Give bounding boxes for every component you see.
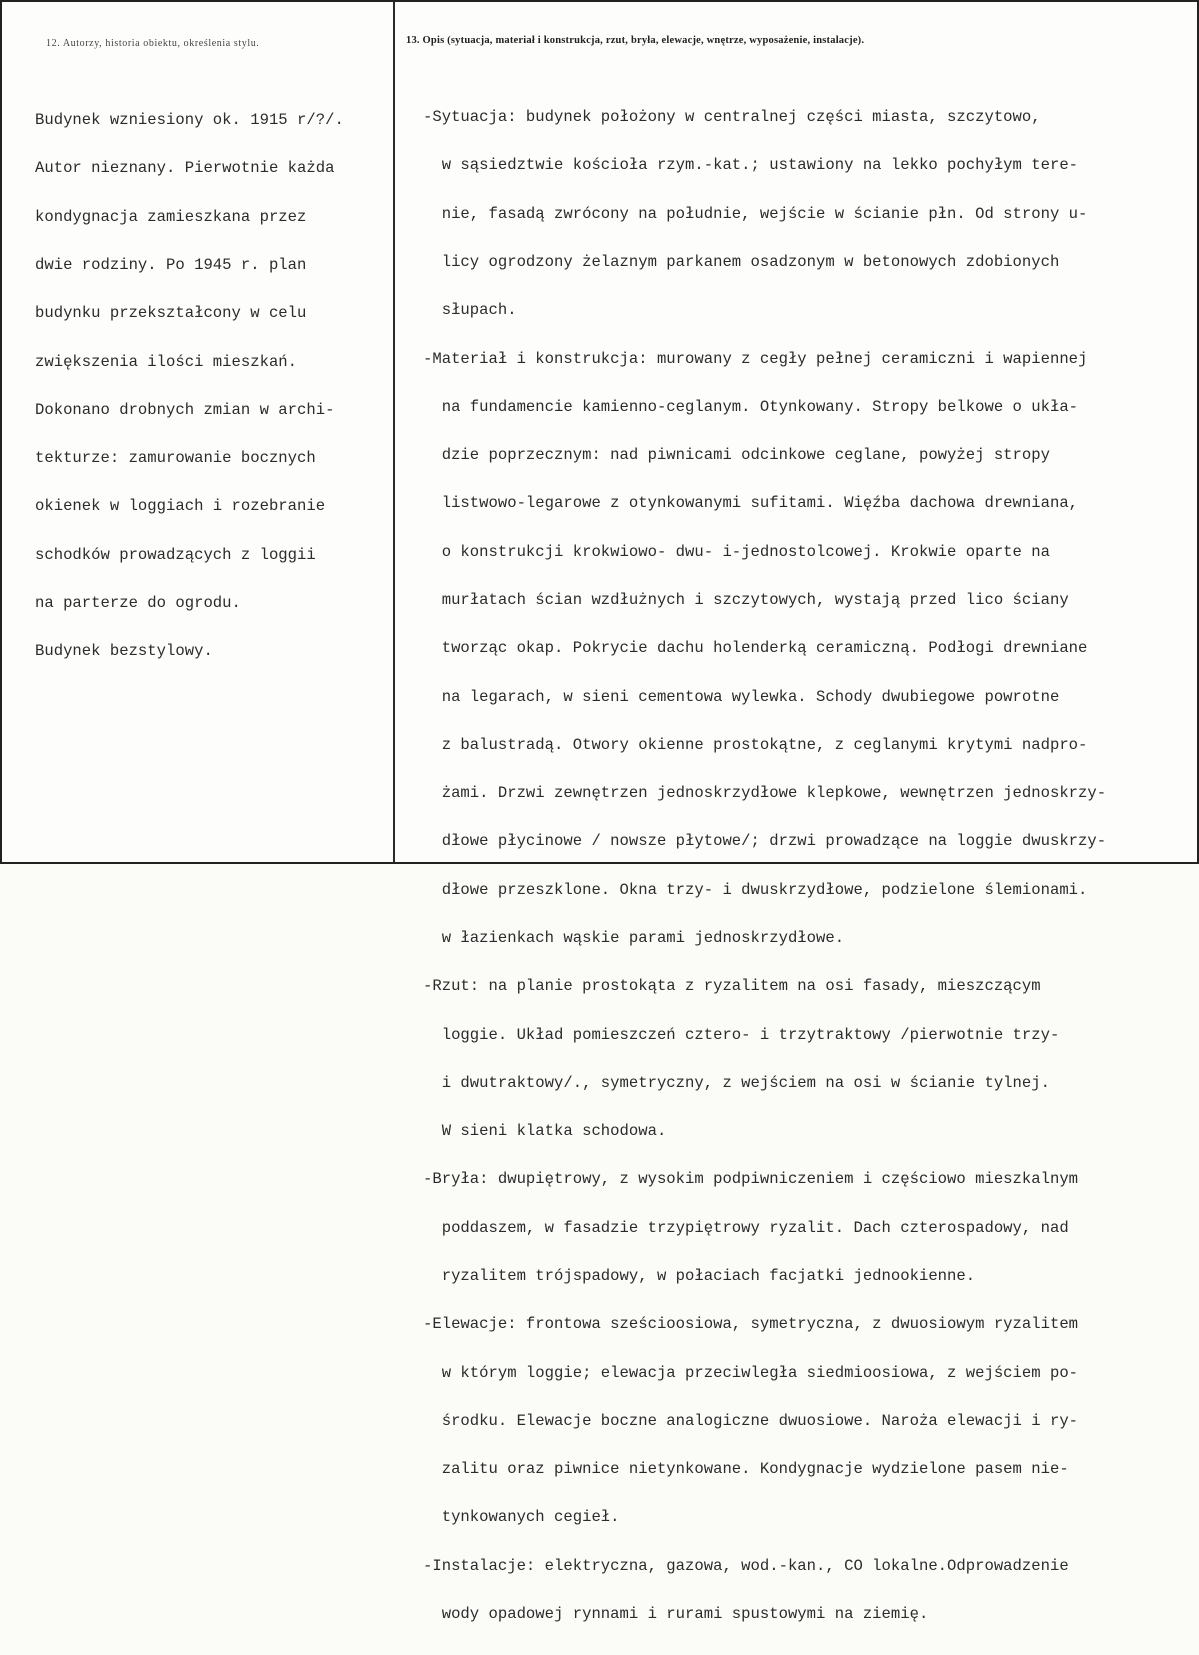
history-line: schodków prowadzących z loggii bbox=[35, 545, 316, 564]
description-line: -Elewacje: frontowa sześcioosiowa, symetryczna, z dwuosiowym ryzalitem bbox=[423, 1315, 1079, 1334]
description-line: w którym loggie; elewacja przeciwległa siedmioosiowa, z wejściem po- bbox=[423, 1363, 1079, 1382]
section-13-header: 13. Opis (sytuacja, materiał i konstrukcja, rzut, bryła, elewacje, wnętrze, wyposażenie, instalacje). bbox=[406, 35, 865, 46]
description-line: dzie poprzecznym: nad piwnicami odcinkowe ceglane, powyżej stropy bbox=[423, 446, 1050, 465]
history-line: Budynek bezstylowy. bbox=[35, 642, 213, 661]
description-line: w sąsiedztwie kościoła rzym.-kat.; ustawiony na lekko pochyłym tere- bbox=[423, 156, 1079, 175]
history-line: dwie rodziny. Po 1945 r. plan bbox=[35, 256, 307, 275]
description-line: loggie. Układ pomieszczeń cztero- i trzytraktowy /pierwotnie trzy- bbox=[423, 1025, 1060, 1044]
description-line: w łazienkach wąskie parami jednoskrzydłowe. bbox=[423, 928, 845, 947]
description-line: ryzalitem trójspadowy, w połaciach facjatki jednookienne. bbox=[423, 1266, 976, 1285]
history-line: budynku przekształcony w celu bbox=[35, 304, 307, 323]
history-line: kondygnacja zamieszkana przez bbox=[35, 207, 307, 226]
description-line: o konstrukcji krokwiowo- dwu- i-jednostolcowej. Krokwie oparte na bbox=[423, 542, 1050, 561]
description-line: W sieni klatka schodowa. bbox=[423, 1122, 667, 1141]
description-line: słupach. bbox=[423, 301, 517, 320]
description-line: tynkowanych cegieł. bbox=[423, 1508, 620, 1527]
description-line: wody opadowej rynnami i rurami spustowymi na ziemię. bbox=[423, 1604, 929, 1623]
history-line: Dokonano drobnych zmian w archi- bbox=[35, 400, 335, 419]
description-line: -Rzut: na planie prostokąta z ryzalitem na osi fasady, mieszczącym bbox=[423, 977, 1041, 996]
description-line: i dwutraktowy/., symetryczny, z wejściem na osi w ścianie tylnej. bbox=[423, 1073, 1050, 1092]
description-line: dłowe płycinowe / nowsze płytowe/; drzwi prowadzące na loggie dwuskrzy- bbox=[423, 832, 1107, 851]
description-line: dłowe przeszklone. Okna trzy- i dwuskrzydłowe, podzielone ślemionami. bbox=[423, 880, 1088, 899]
description-line: -Materiał i konstrukcja: murowany z cegły pełnej ceramiczni i wapiennej bbox=[423, 349, 1088, 368]
description-line: z balustradą. Otwory okienne prostokątne, z ceglanymi krytymi nadpro- bbox=[423, 735, 1088, 754]
description-line: listwowo-legarowe z otynkowanymi sufitami. Więźba dachowa drewniana, bbox=[423, 494, 1079, 513]
description-line: zalitu oraz piwnice nietynkowane. Kondygnacje wydzielone pasem nie- bbox=[423, 1460, 1069, 1479]
description-line: -Bryła: dwupiętrowy, z wysokim podpiwniczeniem i częściowo mieszkalnym bbox=[423, 1170, 1079, 1189]
description-line: tworząc okap. Pokrycie dachu holenderką ceramiczną. Podłogi drewniane bbox=[423, 639, 1088, 658]
history-line: zwiększenia ilości mieszkań. bbox=[35, 352, 298, 371]
history-line: tekturze: zamurowanie bocznych bbox=[35, 449, 316, 468]
description-line: na fundamencie kamienno-ceglanym. Otynkowany. Stropy belkowe o ukła- bbox=[423, 397, 1079, 416]
description-line: murłatach ścian wzdłużnych i szczytowych, wystają przed lico ściany bbox=[423, 591, 1069, 609]
description-line: poddaszem, w fasadzie trzypiętrowy ryzalit. Dach czterospadowy, nad bbox=[423, 1218, 1069, 1237]
history-line: okienek w loggiach i rozebranie bbox=[35, 497, 326, 516]
section-12-header: 12. Autorzy, historia obiektu, określenia stylu. bbox=[46, 38, 260, 49]
history-line: Budynek wzniesiony ok. 1915 r/?/. bbox=[35, 111, 344, 130]
history-text bbox=[35, 80, 344, 692]
history-line: na parterze do ogrodu. bbox=[35, 594, 241, 612]
description-line: -Sytuacja: budynek położony w centralnej części miasta, szczytowo, bbox=[423, 108, 1041, 127]
history-line: Autor nieznany. Pierwotnie każda bbox=[35, 159, 335, 178]
description-line: -Instalacje: elektryczna, gazowa, wod.-kan., CO lokalne.Odprowadzenie bbox=[423, 1556, 1069, 1575]
description-line: licy ogrodzony żelaznym parkanem osadzonym w betonowych zdobionych bbox=[423, 253, 1060, 272]
column-divider bbox=[393, 2, 395, 862]
description-line: nie, fasadą zwrócony na południe, wejście w ścianie płn. Od strony u- bbox=[423, 204, 1088, 223]
description-line: na legarach, w sieni cementowa wylewka. Schody dwubiegowe powrotne bbox=[423, 687, 1060, 706]
description-text bbox=[423, 77, 1106, 1654]
description-line: środku. Elewacje boczne analogiczne dwuosiowe. Naroża elewacji i ry- bbox=[423, 1411, 1079, 1430]
description-line: żami. Drzwi zewnętrzen jednoskrzydłowe klepkowe, wewnętrzen jednoskrzy- bbox=[423, 784, 1107, 803]
